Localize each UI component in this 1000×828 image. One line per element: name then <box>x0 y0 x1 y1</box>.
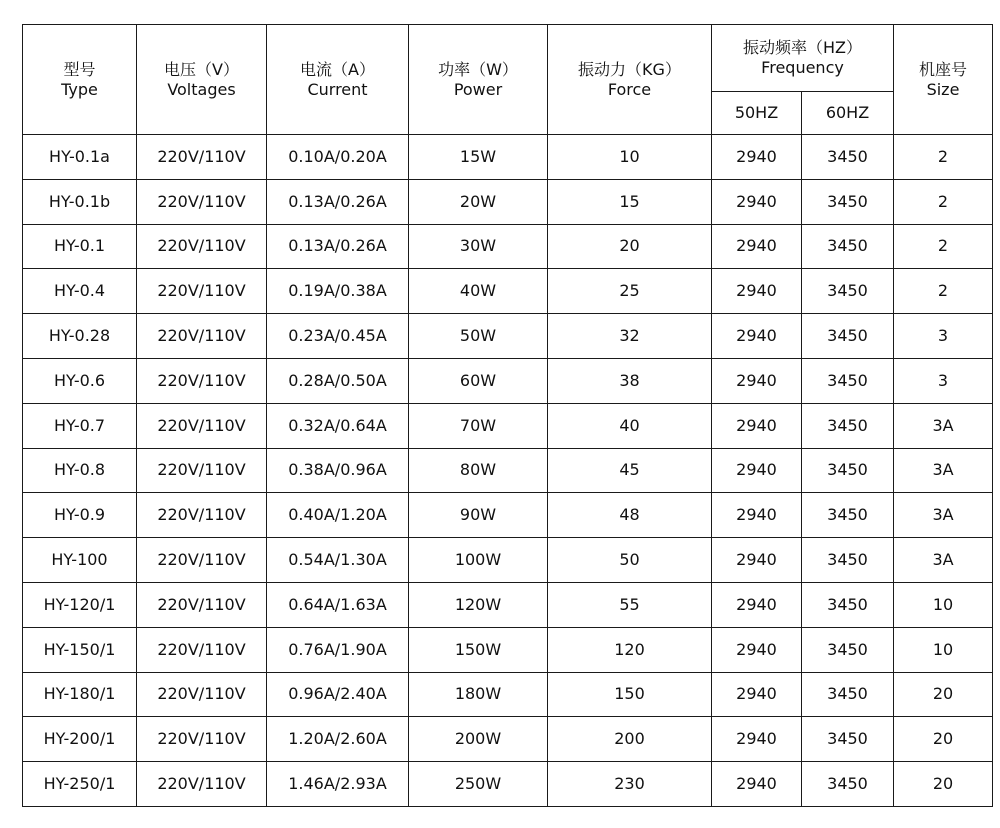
cell-size: 20 <box>894 672 993 717</box>
cell-power: 180W <box>409 672 548 717</box>
header-force <box>548 25 712 135</box>
cell-frequency-50hz: 2940 <box>712 762 802 807</box>
cell-type: HY-120/1 <box>23 582 137 627</box>
cell-frequency-60hz: 3450 <box>802 269 894 314</box>
cell-voltage: 220V/110V <box>137 135 267 180</box>
cell-size: 3A <box>894 448 993 493</box>
cell-type: HY-100 <box>23 538 137 583</box>
cell-force: 10 <box>548 135 712 180</box>
header-frequency-cn: 振动频率（HZ） <box>743 38 862 57</box>
header-size <box>894 25 993 135</box>
cell-frequency-60hz: 3450 <box>802 538 894 583</box>
header-force-cn: 振动力（KG） <box>578 59 681 79</box>
table-row <box>23 269 993 314</box>
cell-current: 0.54A/1.30A <box>267 538 409 583</box>
header-type-cn: 型号 <box>63 59 96 79</box>
cell-size: 2 <box>894 224 993 269</box>
cell-voltage: 220V/110V <box>137 672 267 717</box>
cell-frequency-60hz: 3450 <box>802 179 894 224</box>
cell-type: HY-0.6 <box>23 358 137 403</box>
spec-table <box>22 24 993 807</box>
table-row <box>23 493 993 538</box>
cell-size: 2 <box>894 269 993 314</box>
header-force-en: Force <box>607 79 652 99</box>
cell-type: HY-0.9 <box>23 493 137 538</box>
cell-frequency-50hz: 2940 <box>712 224 802 269</box>
cell-power: 250W <box>409 762 548 807</box>
cell-force: 25 <box>548 269 712 314</box>
cell-frequency-60hz: 3450 <box>802 358 894 403</box>
cell-frequency-60hz: 3450 <box>802 627 894 672</box>
cell-type: HY-0.4 <box>23 269 137 314</box>
cell-frequency-60hz: 3450 <box>802 314 894 359</box>
cell-power: 100W <box>409 538 548 583</box>
cell-force: 20 <box>548 224 712 269</box>
cell-frequency-50hz: 2940 <box>712 538 802 583</box>
cell-force: 48 <box>548 493 712 538</box>
cell-frequency-50hz: 2940 <box>712 403 802 448</box>
cell-frequency-60hz: 3450 <box>802 403 894 448</box>
cell-type: HY-250/1 <box>23 762 137 807</box>
header-size-cn: 机座号 <box>918 59 967 79</box>
cell-power: 200W <box>409 717 548 762</box>
table-row <box>23 179 993 224</box>
cell-power: 50W <box>409 314 548 359</box>
cell-force: 38 <box>548 358 712 403</box>
cell-type: HY-0.1 <box>23 224 137 269</box>
cell-voltage: 220V/110V <box>137 762 267 807</box>
cell-frequency-50hz: 2940 <box>712 493 802 538</box>
cell-frequency-60hz: 3450 <box>802 672 894 717</box>
cell-current: 1.20A/2.60A <box>267 717 409 762</box>
header-type-en: Type <box>61 79 98 99</box>
cell-current: 0.19A/0.38A <box>267 269 409 314</box>
cell-frequency-50hz: 2940 <box>712 314 802 359</box>
cell-current: 0.13A/0.26A <box>267 179 409 224</box>
cell-power: 70W <box>409 403 548 448</box>
cell-frequency-60hz: 3450 <box>802 762 894 807</box>
cell-size: 3 <box>894 358 993 403</box>
cell-frequency-50hz: 2940 <box>712 717 802 762</box>
cell-power: 20W <box>409 179 548 224</box>
header-type <box>23 25 137 135</box>
cell-power: 90W <box>409 493 548 538</box>
header-frequency-en: Frequency <box>761 58 844 77</box>
cell-force: 120 <box>548 627 712 672</box>
table-row <box>23 582 993 627</box>
cell-voltage: 220V/110V <box>137 493 267 538</box>
cell-power: 60W <box>409 358 548 403</box>
cell-frequency-50hz: 2940 <box>712 448 802 493</box>
cell-frequency-60hz: 3450 <box>802 135 894 180</box>
cell-size: 2 <box>894 179 993 224</box>
header-power-cn: 功率（W） <box>438 59 518 79</box>
cell-force: 200 <box>548 717 712 762</box>
cell-current: 0.10A/0.20A <box>267 135 409 180</box>
cell-size: 20 <box>894 762 993 807</box>
cell-frequency-60hz: 3450 <box>802 582 894 627</box>
cell-type: HY-0.1b <box>23 179 137 224</box>
cell-type: HY-0.1a <box>23 135 137 180</box>
cell-power: 150W <box>409 627 548 672</box>
table-row <box>23 314 993 359</box>
cell-frequency-50hz: 2940 <box>712 672 802 717</box>
cell-force: 40 <box>548 403 712 448</box>
header-frequency-50hz: 50HZ <box>712 92 802 135</box>
cell-current: 0.32A/0.64A <box>267 403 409 448</box>
cell-power: 15W <box>409 135 548 180</box>
cell-current: 0.23A/0.45A <box>267 314 409 359</box>
cell-type: HY-0.8 <box>23 448 137 493</box>
cell-force: 15 <box>548 179 712 224</box>
cell-power: 30W <box>409 224 548 269</box>
cell-voltage: 220V/110V <box>137 448 267 493</box>
table-row <box>23 762 993 807</box>
cell-frequency-50hz: 2940 <box>712 179 802 224</box>
header-current-cn: 电流（A） <box>300 59 375 79</box>
cell-type: HY-180/1 <box>23 672 137 717</box>
cell-current: 0.64A/1.63A <box>267 582 409 627</box>
cell-current: 0.13A/0.26A <box>267 224 409 269</box>
header-voltage <box>137 25 267 135</box>
cell-force: 150 <box>548 672 712 717</box>
table-row <box>23 135 993 180</box>
cell-force: 32 <box>548 314 712 359</box>
cell-voltage: 220V/110V <box>137 538 267 583</box>
cell-size: 2 <box>894 135 993 180</box>
header-voltage-en: Voltages <box>167 79 236 99</box>
cell-voltage: 220V/110V <box>137 269 267 314</box>
header-frequency-60hz: 60HZ <box>802 92 894 135</box>
cell-type: HY-0.7 <box>23 403 137 448</box>
cell-voltage: 220V/110V <box>137 314 267 359</box>
cell-frequency-50hz: 2940 <box>712 135 802 180</box>
cell-voltage: 220V/110V <box>137 358 267 403</box>
cell-size: 10 <box>894 627 993 672</box>
cell-voltage: 220V/110V <box>137 224 267 269</box>
cell-size: 3A <box>894 403 993 448</box>
cell-frequency-50hz: 2940 <box>712 269 802 314</box>
cell-voltage: 220V/110V <box>137 582 267 627</box>
table-body <box>23 135 993 807</box>
cell-frequency-60hz: 3450 <box>802 493 894 538</box>
header-current-en: Current <box>307 79 368 99</box>
cell-size: 3 <box>894 314 993 359</box>
cell-current: 0.28A/0.50A <box>267 358 409 403</box>
cell-force: 45 <box>548 448 712 493</box>
cell-force: 230 <box>548 762 712 807</box>
cell-force: 55 <box>548 582 712 627</box>
table-row <box>23 224 993 269</box>
cell-force: 50 <box>548 538 712 583</box>
cell-voltage: 220V/110V <box>137 179 267 224</box>
cell-current: 0.40A/1.20A <box>267 493 409 538</box>
cell-size: 20 <box>894 717 993 762</box>
header-power-en: Power <box>453 79 503 99</box>
table-row <box>23 448 993 493</box>
cell-power: 40W <box>409 269 548 314</box>
cell-frequency-50hz: 2940 <box>712 627 802 672</box>
table-row <box>23 403 993 448</box>
cell-frequency-50hz: 2940 <box>712 358 802 403</box>
table-row <box>23 538 993 583</box>
cell-type: HY-0.28 <box>23 314 137 359</box>
cell-size: 10 <box>894 582 993 627</box>
cell-frequency-60hz: 3450 <box>802 448 894 493</box>
header-current <box>267 25 409 135</box>
cell-power: 80W <box>409 448 548 493</box>
table-header <box>23 25 993 135</box>
cell-frequency-60hz: 3450 <box>802 224 894 269</box>
table-row <box>23 717 993 762</box>
cell-current: 0.96A/2.40A <box>267 672 409 717</box>
cell-size: 3A <box>894 538 993 583</box>
cell-frequency-60hz: 3450 <box>802 717 894 762</box>
cell-type: HY-200/1 <box>23 717 137 762</box>
cell-current: 0.38A/0.96A <box>267 448 409 493</box>
cell-voltage: 220V/110V <box>137 717 267 762</box>
table-row <box>23 358 993 403</box>
cell-current: 1.46A/2.93A <box>267 762 409 807</box>
header-power <box>409 25 548 135</box>
cell-type: HY-150/1 <box>23 627 137 672</box>
cell-frequency-50hz: 2940 <box>712 582 802 627</box>
table-row <box>23 627 993 672</box>
header-voltage-cn: 电压（V） <box>164 59 239 79</box>
cell-size: 3A <box>894 493 993 538</box>
cell-power: 120W <box>409 582 548 627</box>
header-size-en: Size <box>926 79 960 99</box>
table-row <box>23 672 993 717</box>
header-frequency <box>712 25 894 92</box>
cell-voltage: 220V/110V <box>137 627 267 672</box>
cell-current: 0.76A/1.90A <box>267 627 409 672</box>
cell-voltage: 220V/110V <box>137 403 267 448</box>
